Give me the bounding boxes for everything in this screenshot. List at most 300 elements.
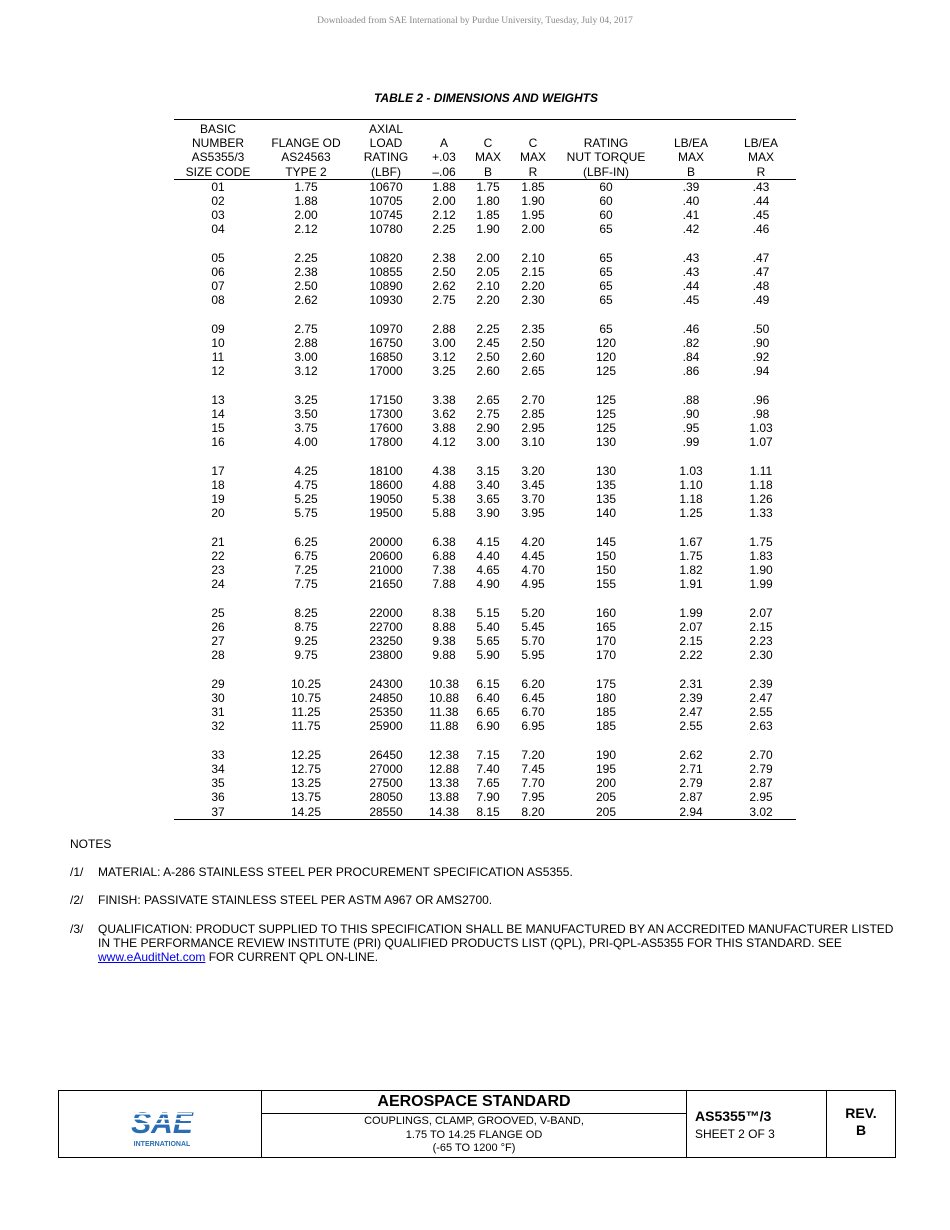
table-cell: 2.65	[521, 364, 545, 379]
table-cell: 27500	[369, 776, 403, 791]
table-cell: 3.00	[432, 336, 456, 351]
table-cell: 2.79	[679, 776, 703, 791]
table-cell: 05	[211, 250, 225, 265]
table-cell: 2.55	[679, 719, 703, 734]
column-header: NUT TORQUE	[566, 150, 646, 165]
table-cell: 3.62	[432, 407, 456, 422]
table-cell: 1.88	[432, 179, 456, 194]
table-row	[174, 208, 796, 222]
table-title: TABLE 2 - DIMENSIONS AND WEIGHTS	[373, 91, 598, 105]
table-cell: .50	[752, 321, 770, 336]
logo-subtext: INTERNATIONAL	[133, 1141, 191, 1148]
table-cell: 2.38	[432, 250, 456, 265]
table-cell: 12.25	[290, 747, 322, 762]
eauditnet-link[interactable]: www.eAuditNet.com	[98, 950, 206, 965]
table-cell: 3.38	[432, 392, 456, 407]
table-cell: 6.25	[294, 534, 318, 549]
table-cell: 1.18	[749, 478, 773, 493]
table-cell: 6.45	[521, 691, 545, 706]
group-spacer	[174, 450, 796, 464]
table-row	[174, 322, 796, 336]
table-cell: 2.75	[432, 293, 456, 308]
table-cell: 2.12	[294, 222, 318, 237]
table-cell: 65	[599, 321, 613, 336]
table-cell: 11.88	[429, 719, 459, 734]
part-number: AS5355™/3	[695, 1108, 772, 1124]
title-cell	[262, 1091, 687, 1157]
table-cell: 2.88	[294, 336, 318, 351]
table-cell: 5.75	[294, 506, 318, 521]
group-spacer	[174, 521, 796, 535]
table-cell: 17600	[369, 421, 403, 436]
table-cell: 150	[595, 549, 617, 564]
table-cell: 17300	[369, 407, 403, 422]
table-cell: 5.45	[521, 620, 545, 635]
table-cell: 23250	[369, 634, 403, 649]
table-cell: 24850	[369, 691, 403, 706]
table-cell: 2.60	[476, 364, 500, 379]
table-cell: 1.10	[679, 478, 703, 493]
column-header	[466, 120, 510, 137]
table-cell: .99	[682, 435, 700, 450]
column-header: TYPE 2	[262, 165, 350, 180]
column-header: C	[528, 136, 538, 151]
table-row	[174, 535, 796, 549]
table-cell: 25	[211, 605, 225, 620]
table-cell: 4.25	[294, 463, 318, 478]
table-row	[174, 719, 796, 733]
table-cell: 7.20	[521, 747, 545, 762]
table-row	[174, 606, 796, 620]
column-header	[510, 120, 556, 137]
table-cell: 135	[595, 492, 617, 507]
column-header: (LBF)	[350, 165, 422, 180]
table-cell: 1.90	[476, 222, 500, 237]
table-cell: 3.90	[476, 506, 500, 521]
table-row	[174, 222, 796, 236]
table-cell: 10890	[369, 279, 403, 294]
table-cell: 165	[595, 620, 617, 635]
table-cell: 13	[211, 392, 225, 407]
table-cell: 29	[211, 676, 225, 691]
table-cell: 2.22	[679, 648, 703, 663]
table-cell: 7.70	[521, 776, 545, 791]
table-cell: 170	[595, 634, 617, 649]
table-cell: 2.62	[294, 293, 318, 308]
column-header: FLANGE OD	[271, 136, 341, 151]
table-cell: 17	[211, 463, 225, 478]
table-cell: 12.88	[428, 762, 460, 777]
table-cell: 7.25	[294, 563, 318, 578]
table-cell: 2.70	[521, 392, 545, 407]
table-cell: 65	[599, 222, 613, 237]
table-cell: 10670	[369, 179, 403, 194]
table-cell: .95	[682, 421, 700, 436]
table-cell: 1.03	[679, 463, 703, 478]
table-cell: 2.50	[432, 265, 456, 280]
table-row	[174, 293, 796, 307]
table-cell: 2.25	[476, 321, 500, 336]
table-row	[174, 279, 796, 293]
table-cell: 2.10	[521, 250, 545, 265]
table-cell: 195	[595, 762, 617, 777]
header-row	[174, 150, 796, 164]
table-cell: 2.39	[679, 691, 703, 706]
note-1	[70, 865, 900, 879]
table-cell: 27	[211, 634, 225, 649]
table-cell: 12.38	[428, 747, 460, 762]
table-cell: 6.20	[521, 676, 545, 691]
table-cell: 1.75	[679, 549, 703, 564]
title-block	[58, 1090, 896, 1158]
table-cell: 14.25	[262, 805, 350, 820]
table-cell: 20	[211, 506, 225, 521]
table-cell: 19050	[369, 492, 403, 507]
table-cell: 01	[211, 179, 225, 194]
table-cell: 1.07	[749, 435, 773, 450]
table-cell: 37	[174, 805, 262, 820]
table-cell: 26	[211, 620, 225, 635]
header-row	[174, 165, 796, 180]
table-cell: .39	[682, 179, 700, 194]
table-row	[174, 634, 796, 648]
table-cell: 2.20	[476, 293, 500, 308]
table-cell: 1.82	[679, 563, 703, 578]
table-cell: 2.55	[749, 705, 773, 720]
table-row	[174, 179, 796, 194]
table-row	[174, 506, 796, 520]
table-cell: 10970	[369, 321, 403, 336]
table-cell: 18100	[369, 463, 403, 478]
table-cell: 160	[595, 605, 617, 620]
column-header	[656, 120, 726, 137]
table-cell: 7.88	[432, 577, 456, 592]
table-cell: 2.60	[521, 350, 545, 365]
table-cell: 17800	[369, 435, 403, 450]
table-cell: .46	[682, 321, 700, 336]
table-cell: 3.50	[294, 407, 318, 422]
table-cell: 20000	[369, 534, 403, 549]
table-cell: 07	[211, 279, 225, 294]
group-spacer	[174, 379, 796, 393]
table-cell: 1.75	[749, 534, 773, 549]
table-cell: 10.75	[290, 691, 322, 706]
table-cell: 2.85	[521, 407, 545, 422]
table-cell: .48	[752, 279, 770, 294]
table-cell: 7.90	[476, 790, 500, 805]
table-cell: 5.95	[521, 648, 545, 663]
table-cell: 11	[211, 350, 225, 365]
table-cell: 6.88	[432, 549, 456, 564]
column-header: B	[656, 165, 726, 180]
header-row	[174, 136, 796, 150]
table-cell: 125	[595, 421, 617, 436]
table-cell: 14.38	[422, 805, 466, 820]
table-cell: 2.87	[749, 776, 773, 791]
column-header	[726, 120, 796, 137]
table-cell: 130	[595, 463, 617, 478]
table-cell: 125	[595, 407, 617, 422]
table-cell: 2.10	[476, 279, 500, 294]
table-cell: 22700	[369, 620, 403, 635]
table-cell: 08	[211, 293, 225, 308]
table-cell: 1.90	[749, 563, 773, 578]
table-cell: .90	[752, 336, 770, 351]
table-cell: 13.75	[290, 790, 322, 805]
table-cell: 2.00	[476, 250, 500, 265]
table-cell: 28550	[350, 805, 422, 820]
column-header: MAX	[677, 150, 704, 165]
table-cell: 4.95	[521, 577, 545, 592]
table-cell: 1.83	[749, 549, 773, 564]
table-cell: 2.94	[656, 805, 726, 820]
table-cell: 04	[211, 222, 225, 237]
table-row	[174, 336, 796, 350]
table-cell: 2.47	[749, 691, 773, 706]
table-row	[174, 478, 796, 492]
table-cell: 3.00	[476, 435, 500, 450]
table-cell: 28	[211, 648, 225, 663]
table-row	[174, 393, 796, 407]
table-cell: 12.75	[290, 762, 322, 777]
table-cell: 10820	[369, 250, 403, 265]
table-cell: 22000	[369, 605, 403, 620]
table-cell: 5.15	[476, 605, 500, 620]
table-cell: 185	[595, 705, 617, 720]
part-number-cell	[687, 1091, 827, 1157]
note-text: FINISH: PASSIVATE STAINLESS STEEL PER ASTM A967 OR AMS2700.	[98, 893, 493, 908]
note-text	[98, 922, 900, 965]
table-cell: 1.99	[679, 605, 703, 620]
table-cell: 2.15	[679, 634, 703, 649]
table-cell: 2.12	[432, 208, 456, 223]
table-cell: 3.88	[432, 421, 456, 436]
table-row	[174, 677, 796, 691]
sheet-number: SHEET 2 OF 3	[695, 1127, 775, 1141]
table-cell: 7.75	[294, 577, 318, 592]
table-row	[174, 464, 796, 478]
table-row	[174, 705, 796, 719]
column-header: MAX	[519, 150, 546, 165]
table-cell: 2.75	[476, 407, 500, 422]
table-cell: 13.38	[428, 776, 460, 791]
column-header: NUMBER	[191, 136, 244, 151]
table-row	[174, 435, 796, 449]
table-cell: 120	[595, 350, 617, 365]
table-cell: 2.62	[679, 747, 703, 762]
column-header: LB/EA	[743, 136, 779, 151]
table-row	[174, 577, 796, 591]
column-header: –.06	[422, 165, 466, 180]
rev-value: B	[855, 1122, 867, 1138]
table-cell: .46	[752, 222, 770, 237]
table-cell: 180	[595, 691, 617, 706]
table-cell: 3.25	[294, 392, 318, 407]
table-cell: 10.88	[428, 691, 460, 706]
column-header: BASIC	[174, 120, 262, 137]
column-header: LOAD	[369, 136, 403, 151]
column-header: SIZE CODE	[174, 165, 262, 180]
table-cell: 4.15	[476, 534, 500, 549]
table-cell: 4.88	[432, 478, 456, 493]
table-cell: 21000	[369, 563, 403, 578]
table-cell: 1.85	[476, 208, 500, 223]
table-cell: 2.63	[749, 719, 773, 734]
table-cell: 22	[211, 549, 225, 564]
table-cell: 7.95	[521, 790, 545, 805]
table-cell: 2.47	[679, 705, 703, 720]
table-cell: 2.75	[294, 321, 318, 336]
table-cell: 4.90	[476, 577, 500, 592]
standard-type: AEROSPACE STANDARD	[262, 1091, 686, 1114]
table-cell: 7.65	[476, 776, 500, 791]
table-cell: 6.38	[432, 534, 456, 549]
column-header	[556, 120, 656, 137]
table-cell: .40	[682, 194, 700, 209]
table-cell: 2.15	[521, 265, 545, 280]
column-header: R	[726, 165, 796, 180]
table-cell: 4.65	[476, 563, 500, 578]
group-spacer	[174, 237, 796, 251]
table-cell: 7.40	[476, 762, 500, 777]
table-cell: 145	[595, 534, 617, 549]
download-watermark: Downloaded from SAE International by Purdue University, Tuesday, July 04, 2017	[317, 16, 633, 26]
table-cell: 8.15	[466, 805, 510, 820]
description	[262, 1114, 686, 1156]
table-cell: 36	[211, 790, 225, 805]
group-spacer	[174, 734, 796, 748]
table-cell: 8.38	[432, 605, 456, 620]
note-text-after-link: FOR CURRENT QPL ON-LINE.	[205, 950, 379, 965]
table-cell: 5.90	[476, 648, 500, 663]
table-cell: 10.25	[290, 676, 322, 691]
table-cell: 14	[211, 407, 225, 422]
table-cell: 5.38	[432, 492, 456, 507]
table-cell: 2.23	[749, 634, 773, 649]
table-cell: 17150	[369, 392, 403, 407]
table-cell: 4.20	[521, 534, 545, 549]
table-row	[174, 492, 796, 506]
table-cell: 16	[211, 435, 225, 450]
table-cell: 3.00	[294, 350, 318, 365]
table-cell: 65	[599, 293, 613, 308]
note-label: /1/	[70, 865, 84, 880]
table-cell: .41	[682, 208, 700, 223]
table-cell: 8.20	[510, 805, 556, 820]
table-cell: 33	[211, 747, 225, 762]
table-cell: 2.07	[749, 605, 773, 620]
table-cell: 2.05	[476, 265, 500, 280]
table-cell: 10.38	[428, 676, 460, 691]
table-row	[174, 364, 796, 378]
column-header: (LBF-IN)	[556, 165, 656, 180]
table-cell: 03	[211, 208, 225, 223]
table-cell: 34	[211, 762, 225, 777]
table-cell: .94	[752, 364, 770, 379]
table-cell: 4.70	[521, 563, 545, 578]
table-cell: 02	[211, 194, 225, 209]
table-cell: 1.03	[749, 421, 773, 436]
table-cell: .43	[682, 265, 700, 280]
column-header: +.03	[432, 150, 456, 165]
table-cell: 9.38	[432, 634, 456, 649]
table-cell: 7.45	[521, 762, 545, 777]
table-cell: 8.75	[294, 620, 318, 635]
table-cell: 2.65	[476, 392, 500, 407]
group-spacer	[174, 308, 796, 322]
table-row	[174, 620, 796, 634]
table-cell: 175	[595, 676, 617, 691]
table-cell: 2.00	[294, 208, 318, 223]
table-cell: 2.50	[294, 279, 318, 294]
table-cell: 10780	[369, 222, 403, 237]
column-header	[422, 120, 466, 137]
table-cell: 7.15	[476, 747, 500, 762]
table-cell: 1.75	[294, 179, 318, 194]
table-cell: 5.20	[521, 605, 545, 620]
table-cell: 3.25	[432, 364, 456, 379]
table-cell: .43	[752, 179, 770, 194]
table-cell: 35	[211, 776, 225, 791]
table-cell: 3.10	[521, 435, 545, 450]
notes-section	[70, 837, 900, 978]
table-cell: 13.25	[290, 776, 322, 791]
sae-logo-icon	[127, 1103, 197, 1149]
table-cell: 5.70	[521, 634, 545, 649]
table-cell: 1.95	[521, 208, 545, 223]
table-cell: 2.95	[521, 421, 545, 436]
table-cell: 6.40	[476, 691, 500, 706]
table-cell: 9.88	[432, 648, 456, 663]
table-cell: 8.88	[432, 620, 456, 635]
table-cell: 7.38	[432, 563, 456, 578]
table-cell: 26450	[369, 747, 403, 762]
table-cell: 2.31	[679, 676, 703, 691]
description-line: 1.75 TO 14.25 FLANGE OD	[405, 1128, 543, 1141]
table-row	[174, 776, 796, 790]
table-cell: 3.75	[294, 421, 318, 436]
table-cell: 1.75	[476, 179, 500, 194]
table-cell: .90	[682, 407, 700, 422]
column-header: R	[510, 165, 556, 180]
table-cell: 2.95	[749, 790, 773, 805]
table-cell: 8.25	[294, 605, 318, 620]
table-cell: 21	[211, 534, 225, 549]
table-cell: 2.62	[432, 279, 456, 294]
table-cell: 10745	[369, 208, 403, 223]
table-row	[174, 251, 796, 265]
table-cell: 190	[595, 747, 617, 762]
column-header: MAX	[474, 150, 501, 165]
table-cell: .86	[682, 364, 700, 379]
table-cell: .45	[682, 293, 700, 308]
table-cell: 30	[211, 691, 225, 706]
table-cell: 1.90	[521, 194, 545, 209]
table-cell: 28050	[369, 790, 403, 805]
table-cell: 3.02	[726, 805, 796, 820]
table-cell: 13.88	[428, 790, 460, 805]
table-cell: .88	[682, 392, 700, 407]
column-header: AS24563	[281, 150, 331, 165]
note-label: /3/	[70, 921, 84, 936]
table-cell: 65	[599, 250, 613, 265]
table-cell: 27000	[369, 762, 403, 777]
column-header: RATING	[583, 136, 629, 151]
note-text-before-link: QUALIFICATION: PRODUCT SUPPLIED TO THIS SPECIFICATION SHALL BE MANUFACTURED BY AN ACCREDITED MANUFACTURER LISTED IN THE PERFORMANCE REVIEW INSTITUTE (PRI) QUALIFIED PRODUCTS LIST (QPL), PRI-QPL-AS5355 FOR THIS STANDARD. SEE	[98, 921, 894, 950]
table-cell: 31	[211, 705, 225, 720]
table-cell: 10	[211, 336, 225, 351]
table-cell: 1.88	[294, 194, 318, 209]
